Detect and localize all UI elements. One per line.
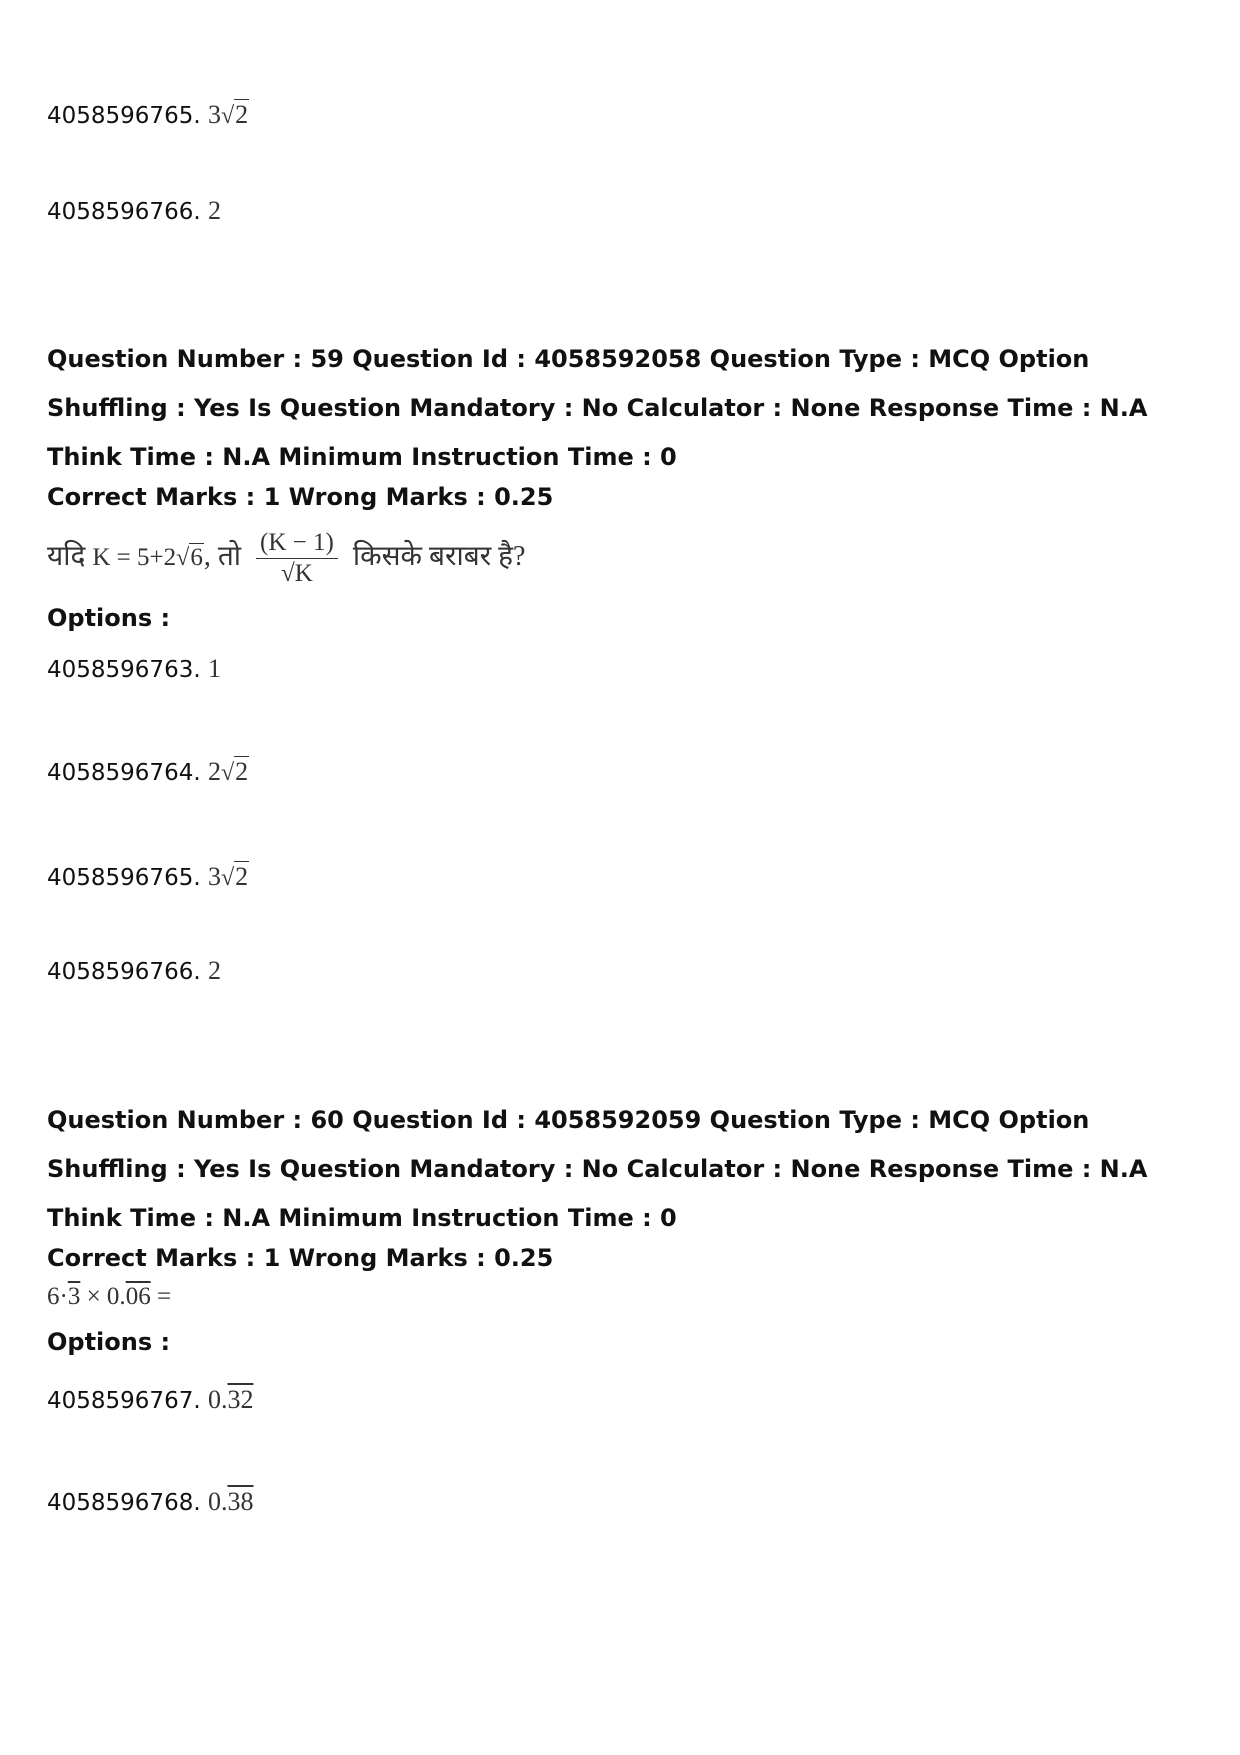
option-value: 2√2 [207,757,249,786]
question-59-equation: K = 5+2√6 [92,543,203,571]
question-59-header: Question Number : 59 Question Id : 4058592058 Question Type : MCQ Option Shuffling : Yes Is Question Mandatory : No Calculator : None Response Time : N.A Think Time : N.A Minimum Instruction Time : 0 [47,345,1148,471]
option-value [208,1385,254,1414]
option-id: 4058596766. [47,199,201,225]
question-60-expression [47,1283,171,1311]
expression-part: = [150,1283,172,1310]
fraction-denominator: √K [281,560,313,587]
option-row [47,956,221,987]
question-59-text [47,528,525,589]
option-row [47,862,249,893]
option-integer-part: 0. [207,1385,228,1414]
option-value: 2 [207,196,221,225]
option-row [47,196,221,227]
option-id: 4058596767. [47,1388,201,1414]
fraction-numerator: (K − 1) [256,528,338,559]
option-id: 4058596765. [47,103,201,129]
option-row [47,1487,253,1518]
question-60-header: Question Number : 60 Question Id : 4058592059 Question Type : MCQ Option Shuffling : Yes Is Question Mandatory : No Calculator : None Response Time : N.A Think Time : N.A Minimum Instruction Time : 0 [47,1106,1148,1232]
question-59-fraction [256,528,338,589]
question-59-separator: , तो [203,540,242,572]
option-id: 4058596768. [47,1490,201,1516]
option-value: 2 [207,956,221,985]
option-id: 4058596763. [47,657,201,683]
question-59-suffix: किसके बराबर है? [352,540,526,572]
option-value: 3√2 [207,100,249,129]
option-value [208,1487,254,1516]
question-60-options-label: Options : [47,1328,171,1356]
question-59-prefix: यदि [47,540,86,572]
option-value: 3√2 [207,862,249,891]
option-row [47,100,249,131]
question-59-options-label: Options : [47,604,171,632]
question-59-marks: Correct Marks : 1 Wrong Marks : 0.25 [47,483,554,511]
expression-repeating-digit: 3 [67,1283,81,1310]
option-repeating-digits: 32 [227,1385,254,1414]
option-value: 1 [207,654,221,683]
option-row [47,757,249,788]
option-row [47,654,221,685]
expression-part: 6· [47,1283,68,1310]
option-id: 4058596764. [47,760,201,786]
option-id: 4058596765. [47,865,201,891]
expression-part: × 0. [80,1283,126,1310]
option-repeating-digits: 38 [227,1487,254,1516]
option-integer-part: 0. [207,1487,228,1516]
expression-repeating-digit: 06 [125,1283,151,1310]
option-id: 4058596766. [47,959,201,985]
option-row [47,1385,253,1416]
question-60-marks: Correct Marks : 1 Wrong Marks : 0.25 [47,1244,554,1272]
